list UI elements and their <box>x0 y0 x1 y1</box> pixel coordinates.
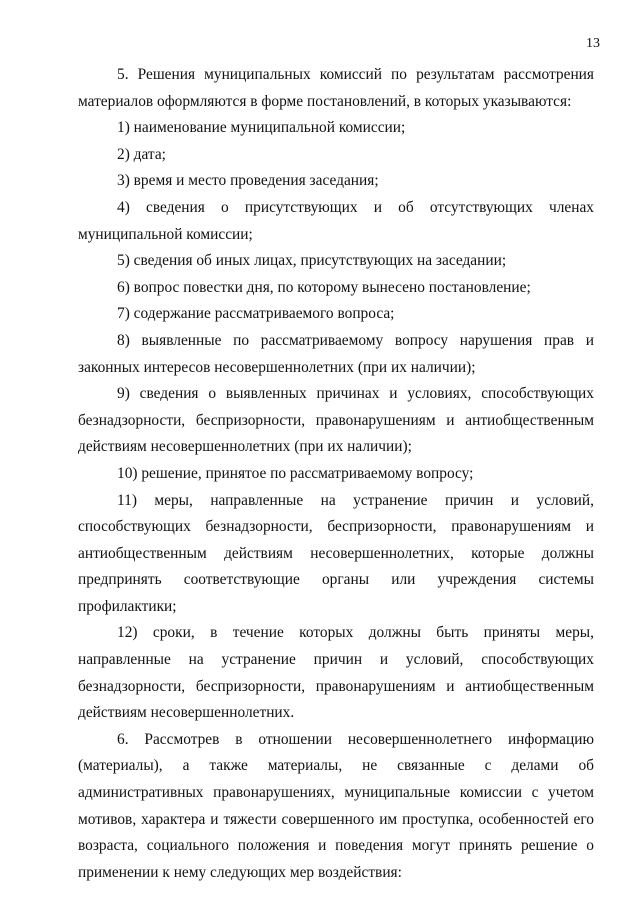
list-item-2: 2) дата; <box>117 145 166 163</box>
list-item-9: 9) сведения о выявленных причинах и условиях, способствующих безнадзорности, беспризорности, правонарушениям и антиобщественным действиям несовершеннолетних (при их наличии); <box>78 385 594 456</box>
paragraph-6: 6. Рассмотрев в отношении несовершеннолетнего информацию (материалы), а также материалы, не связанные с делами об административных правонарушениях, муниципальные комиссии с учетом мотивов, характера и тяжести совершенного им проступка, особенностей его возраста, социального положения и поведения могут принять решение о применении к нему следующих мер воздействия: <box>78 730 594 881</box>
list-item-11: 11) меры, направленные на устранение причин и условий, способствующих безнадзорности, беспризорности, правонарушениям и антиобщественным действиям несовершеннолетних, которые должны предпринять соответствующие органы или учреждения системы профилактики; <box>78 491 594 615</box>
list-item-6: 6) вопрос повестки дня, по которому вынесено постановление; <box>117 278 531 296</box>
list-item-7: 7) содержание рассматриваемого вопроса; <box>117 305 395 323</box>
document-body <box>78 62 594 886</box>
list-item-5: 5) сведения об иных лицах, присутствующих на заседании; <box>117 252 507 270</box>
list-item-3: 3) время и место проведения заседания; <box>117 172 379 190</box>
paragraph-5: 5. Решения муниципальных комиссий по результатам рассмотрения материалов оформляются в форме постановлений, в которых указываются: <box>78 66 594 110</box>
list-item-12: 12) сроки, в течение которых должны быть приняты меры, направленные на устранение причин и условий, способствующих безнадзорности, беспризорности, правонарушениям и антиобщественным действиям несовершеннолетних. <box>78 624 594 722</box>
list-item-10: 10) решение, принятое по рассматриваемому вопросу; <box>117 464 474 482</box>
page-number: 13 <box>586 36 600 51</box>
list-item-1: 1) наименование муниципальной комиссии; <box>117 119 406 137</box>
list-item-8: 8) выявленные по рассматриваемому вопросу нарушения прав и законных интересов несовершеннолетних (при их наличии); <box>78 331 594 376</box>
list-item-4: 4) сведения о присутствующих и об отсутствующих членах муниципальной комиссии; <box>78 198 594 243</box>
